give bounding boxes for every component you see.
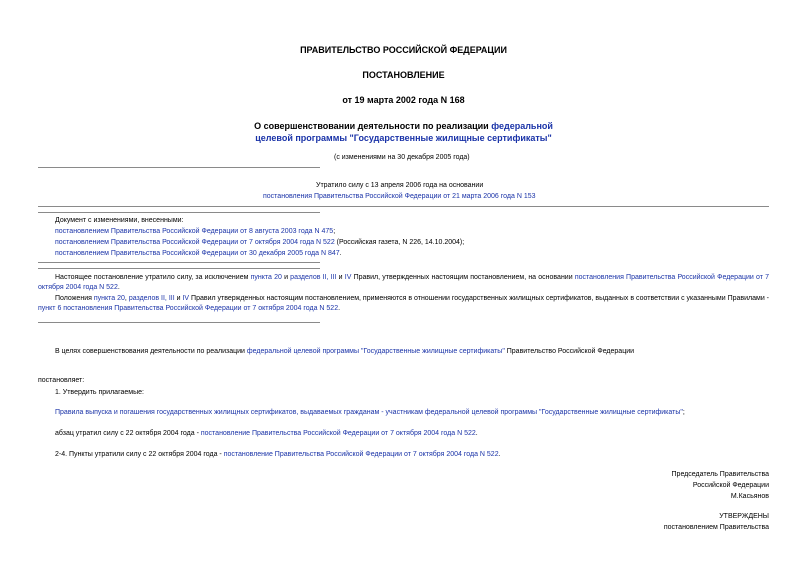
divider	[38, 167, 320, 168]
changes-heading: Документ с изменениями, внесенными:	[55, 217, 184, 224]
changes-item-1: постановлением Правительства Российской Федерации от 8 августа 2003 года N 475;	[55, 228, 336, 235]
link-point-6-decree-522[interactable]: пункт 6 постановления Правительства Российской Федерации от 7 октября 2004 года N 522	[38, 305, 339, 312]
link-sections-2-3[interactable]: разделов II, III	[128, 295, 175, 302]
signature-country: Российской Федерации	[692, 482, 769, 489]
items-2-4-repealed: 2-4. Пункты утратили силу с 22 октября 2004 года - постановление Правительства Российской Федерации от 7 октября 2004 года N 522.	[55, 451, 501, 458]
amendments-note: (с изменениями на 30 декабря 2005 года)	[334, 154, 470, 161]
link-sections-2-3[interactable]: разделов II, III	[290, 274, 337, 281]
link-section-4[interactable]: IV	[182, 295, 190, 302]
document-date-number: от 19 марта 2002 года N 168	[342, 95, 465, 105]
repeal-notice-text: Утратило силу с 13 апреля 2006 года на основании	[316, 182, 484, 189]
document-title-line1	[0, 121, 807, 131]
signature-title: Председатель Правительства	[671, 471, 769, 478]
title-program-link-1[interactable]: федеральной	[491, 121, 553, 131]
divider	[38, 212, 320, 213]
rules-line: Правила выпуска и погашения государственных жилищных сертификатов, выдаваемых гражданам - участникам федеральной целевой программы "Государственные жилищные сертификаты";	[55, 409, 685, 416]
change-link-847[interactable]: постановлением Правительства Российской Федерации от 30 декабря 2005 года N 847	[55, 250, 340, 257]
repeal-notice-link[interactable]: постановления Правительства Российской Федерации от 21 марта 2006 года N 153	[263, 193, 536, 200]
link-decree-522[interactable]: постановления Правительства Российской Федерации от 7 октября 2004 года N 522	[38, 274, 769, 291]
signature-name: М.Касьянов	[730, 493, 769, 500]
changes-item-3: постановлением Правительства Российской Федерации от 30 декабря 2005 года N 847.	[55, 250, 342, 257]
approved-by: постановлением Правительства	[663, 524, 769, 531]
government-name: ПРАВИТЕЛЬСТВО РОССИЙСКОЙ ФЕДЕРАЦИИ	[300, 45, 507, 55]
approved-heading: УТВЕРЖДЕНЫ	[719, 513, 769, 520]
link-point-20[interactable]: пункта 20	[250, 274, 282, 281]
document-type: ПОСТАНОВЛЕНИЕ	[362, 70, 445, 80]
decree-522-link[interactable]: постановление Правительства Российской Федерации от 7 октября 2004 года N 522	[223, 451, 499, 458]
change-link-522[interactable]: постановлением Правительства Российской Федерации от 7 октября 2004 года N 522	[55, 239, 335, 246]
link-point-20[interactable]: пункта 20	[93, 295, 125, 302]
divider	[38, 262, 320, 263]
link-section-4[interactable]: IV	[344, 274, 352, 281]
divider	[38, 268, 320, 269]
note-paragraph-2: Положения пункта 20, разделов II, III и IV Правил утвержденных настоящим постановлением, применяются в отношении государственных жилищных сертификатов, выданных в соответствии с указанными Правилами - пункт 6 постановления Правительства Российской Федерации от 7 октября 2004 года N 522.	[38, 295, 770, 312]
changes-item-2: постановлением Правительства Российской Федерации от 7 октября 2004 года N 522 (Российская газета, N 226, 14.10.2004);	[55, 239, 465, 246]
rules-link[interactable]: Правила выпуска и погашения государственных жилищных сертификатов, выдаваемых гражданам - участникам федеральной целевой программы "Государственные жилищные сертификаты"	[55, 409, 683, 416]
paragraph-repealed: абзац утратил силу с 22 октября 2004 года - постановление Правительства Российской Федерации от 7 октября 2004 года N 522.	[55, 430, 478, 437]
change-link-475[interactable]: постановлением Правительства Российской Федерации от 8 августа 2003 года N 475	[55, 228, 334, 235]
decree-522-link[interactable]: постановление Правительства Российской Федерации от 7 октября 2004 года N 522	[200, 430, 476, 437]
divider	[38, 206, 769, 207]
decree-item-1: 1. Утвердить прилагаемые:	[55, 389, 144, 396]
preamble: В целях совершенствования деятельности по реализации федеральной целевой программы "Государственные жилищные сертификаты" Правительство Российской Федерации	[55, 348, 635, 355]
title-text: О совершенствовании деятельности по реализации	[254, 121, 492, 131]
document-title-line2	[0, 133, 807, 143]
title-program-link-2[interactable]: целевой программы "Государственные жилищные сертификаты"	[255, 133, 552, 143]
resolves-word: постановляет:	[38, 377, 85, 384]
note-paragraph-1: Настоящее постановление утратило силу, за исключением пункта 20 и разделов II, III и IV Правил, утвержденных настоящим постановлением, на основании постановления Правительства Российской Федерации от 7 октября 2004 года N 522.	[38, 274, 769, 291]
program-link[interactable]: федеральной целевой программы "Государственные жилищные сертификаты"	[246, 348, 505, 355]
divider	[38, 322, 320, 323]
